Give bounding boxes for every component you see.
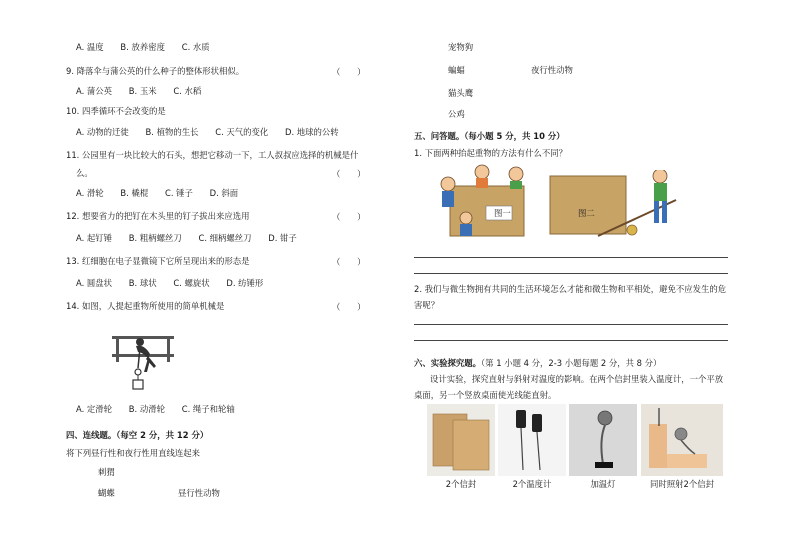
section6-title: 六、实验探究题。 bbox=[414, 358, 481, 368]
q11-answer-paren[interactable]: （ ） bbox=[332, 169, 366, 179]
q13-options: A. 圆盘状 B. 球状 C. 螺旋状 D. 纺锤形 bbox=[76, 278, 264, 288]
answer-line-q1-b[interactable] bbox=[414, 273, 728, 274]
q13-text: 13. 红细胞在电子显微镜下它所呈现出来的形态是 bbox=[66, 256, 250, 266]
caption-thermometers: 2个温度计 bbox=[512, 479, 552, 489]
lifting-figure-one bbox=[436, 162, 532, 242]
match-target-nocturnal[interactable]: 夜行性动物 bbox=[531, 65, 573, 75]
envelopes-photo bbox=[427, 404, 495, 476]
answer-line-q2-b[interactable] bbox=[414, 340, 728, 341]
figure-two-label: 图二 bbox=[578, 208, 595, 218]
caption-simultaneous-heating: 同时照射2个信封 bbox=[650, 479, 714, 489]
q11-text-cont: 么。 bbox=[76, 168, 93, 178]
section6-heading bbox=[414, 358, 661, 369]
q9-text: 9. 降落伞与蒲公英的什么种子的整体形状相似。 bbox=[66, 66, 245, 76]
q14-options: A. 定滑轮 B. 动滑轮 C. 绳子和轮轴 bbox=[76, 404, 235, 414]
match-item-dog[interactable]: 宠物狗 bbox=[448, 42, 474, 52]
pulley-lifting-figure bbox=[112, 328, 174, 394]
answer-line-q1-a[interactable] bbox=[414, 257, 728, 258]
figure-one-label: 图一 bbox=[494, 208, 511, 218]
lifting-figure-two bbox=[548, 170, 690, 242]
q11-text: 11. 公园里有一块比较大的石头，想把它移动一下，工人叔叔应选择的机械是什 bbox=[66, 150, 359, 160]
section4-title: 四、连线题。（每空 2 分，共 12 分） bbox=[66, 430, 209, 440]
match-item-owl[interactable]: 猫头鹰 bbox=[448, 88, 474, 98]
match-item-bat[interactable]: 蝙蝠 bbox=[448, 65, 465, 75]
q8-options: A. 温度 B. 放养密度 C. 水质 bbox=[76, 42, 210, 52]
q12-options: A. 起钉锤 B. 粗柄螺丝刀 C. 细柄螺丝刀 D. 钳子 bbox=[76, 233, 297, 243]
match-item-rooster[interactable]: 公鸡 bbox=[448, 109, 465, 119]
match-item-hedgehog[interactable]: 刺猬 bbox=[98, 467, 115, 477]
q13-answer-paren[interactable]: （ ） bbox=[332, 257, 366, 267]
section4-instruction: 将下列昼行性和夜行性用直线连起来 bbox=[66, 448, 200, 458]
caption-envelopes: 2个信封 bbox=[445, 479, 477, 489]
q14-answer-paren[interactable]: （ ） bbox=[332, 302, 366, 312]
q9-answer-paren[interactable]: （ ） bbox=[332, 67, 366, 77]
section6-title-note: （第 1 小题 4 分，2-3 小题每题 2 分，共 8 分） bbox=[481, 358, 662, 368]
match-target-diurnal[interactable]: 昼行性动物 bbox=[178, 488, 220, 498]
section6-paragraph-line2: 桌面，另一个竖放桌面使光线能直射。 bbox=[414, 390, 557, 400]
section5-q2-line1: 2. 我们与微生物拥有共同的生活环境怎么才能和微生物和平相处，避免不应发生的危 bbox=[414, 284, 727, 294]
q10-text: 10. 四季循环不会改变的是 bbox=[66, 106, 166, 116]
section5-q2-line2: 害呢？ bbox=[414, 300, 440, 310]
heat-lamp-photo bbox=[569, 404, 637, 476]
q12-answer-paren[interactable]: （ ） bbox=[332, 212, 366, 222]
section5-title: 五、问答题。（每小题 5 分，共 10 分） bbox=[414, 131, 565, 141]
section6-paragraph-line1: 设计实验，探究直射与斜射对温度的影响。在两个信封里装入温度计，一个平放 bbox=[430, 374, 724, 384]
q9-options: A. 蒲公英 B. 玉米 C. 水稻 bbox=[76, 86, 202, 96]
q11-options: A. 滑轮 B. 橇棍 C. 锤子 D. 斜面 bbox=[76, 188, 239, 198]
caption-heat-lamp: 加温灯 bbox=[590, 479, 616, 489]
simultaneous-heating-photo bbox=[641, 404, 723, 476]
match-item-butterfly[interactable]: 蝴蝶 bbox=[98, 488, 115, 498]
q14-text: 14. 如图，人提起重物所使用的简单机械是 bbox=[66, 301, 225, 311]
q12-text: 12. 想要省力的把钉在木头里的钉子拔出来应选用 bbox=[66, 211, 250, 221]
answer-line-q2-a[interactable] bbox=[414, 324, 728, 325]
q10-options: A. 动物的迁徙 B. 植物的生长 C. 天气的变化 D. 地球的公转 bbox=[76, 127, 339, 137]
thermometers-photo bbox=[498, 404, 566, 476]
section5-q1: 1. 下面两种抬起重物的方法有什么不同？ bbox=[414, 148, 568, 158]
